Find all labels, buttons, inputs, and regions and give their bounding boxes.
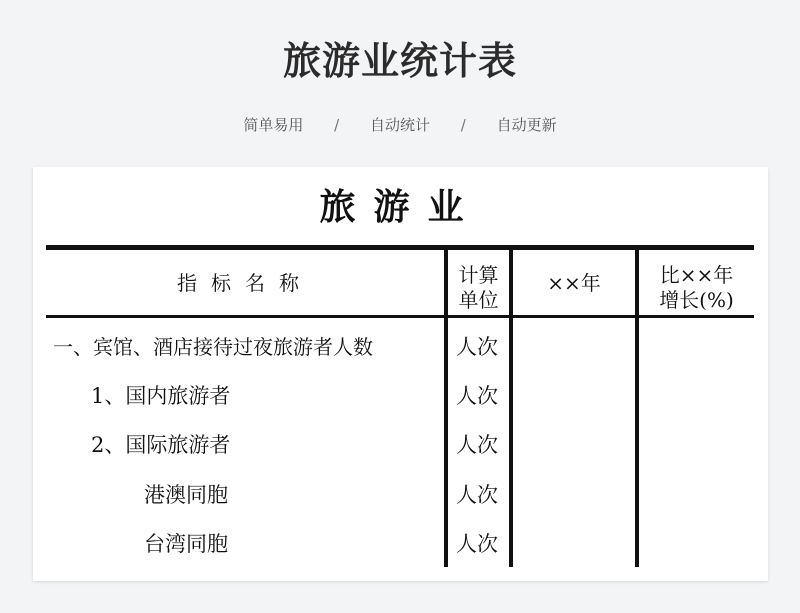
- tagline-item-easy: 简单易用: [243, 116, 304, 134]
- tagline-item-auto-update: 自动更新: [496, 116, 557, 134]
- column-divider: [509, 250, 513, 567]
- row-unit: 人次: [456, 384, 498, 408]
- row-unit: 人次: [456, 433, 498, 457]
- tagline: [0, 114, 800, 135]
- table-top-rule: [46, 245, 754, 250]
- row-name: 2、国际旅游者: [91, 433, 231, 457]
- table-header-rule: [46, 315, 754, 318]
- column-header-unit: [448, 263, 509, 313]
- row-name: 1、国内旅游者: [91, 384, 231, 408]
- column-header-growth: [639, 263, 754, 313]
- column-header-unit-line2: 单位: [458, 288, 499, 312]
- row-name: 一、宾馆、酒店接待过夜旅游者人数: [53, 335, 373, 359]
- column-header-growth-line1: 比××年: [659, 263, 734, 287]
- column-header-year: ××年: [547, 271, 601, 295]
- tagline-item-auto-stats: 自动统计: [369, 116, 430, 134]
- row-unit: 人次: [456, 335, 498, 359]
- sheet-title: 旅游业: [319, 187, 482, 228]
- row-unit: 人次: [456, 532, 498, 556]
- tagline-separator: /: [334, 116, 340, 134]
- column-header-name: 指标名称: [177, 271, 313, 295]
- column-header-unit-line1: 计算: [458, 263, 499, 287]
- statistics-sheet: [33, 167, 768, 581]
- tagline-separator: /: [460, 116, 466, 134]
- row-unit: 人次: [456, 483, 498, 507]
- column-header-growth-line2: 增长(%): [659, 288, 734, 312]
- page-title: 旅游业统计表: [282, 39, 517, 83]
- row-name: 台湾同胞: [144, 532, 228, 556]
- row-name: 港澳同胞: [144, 483, 228, 507]
